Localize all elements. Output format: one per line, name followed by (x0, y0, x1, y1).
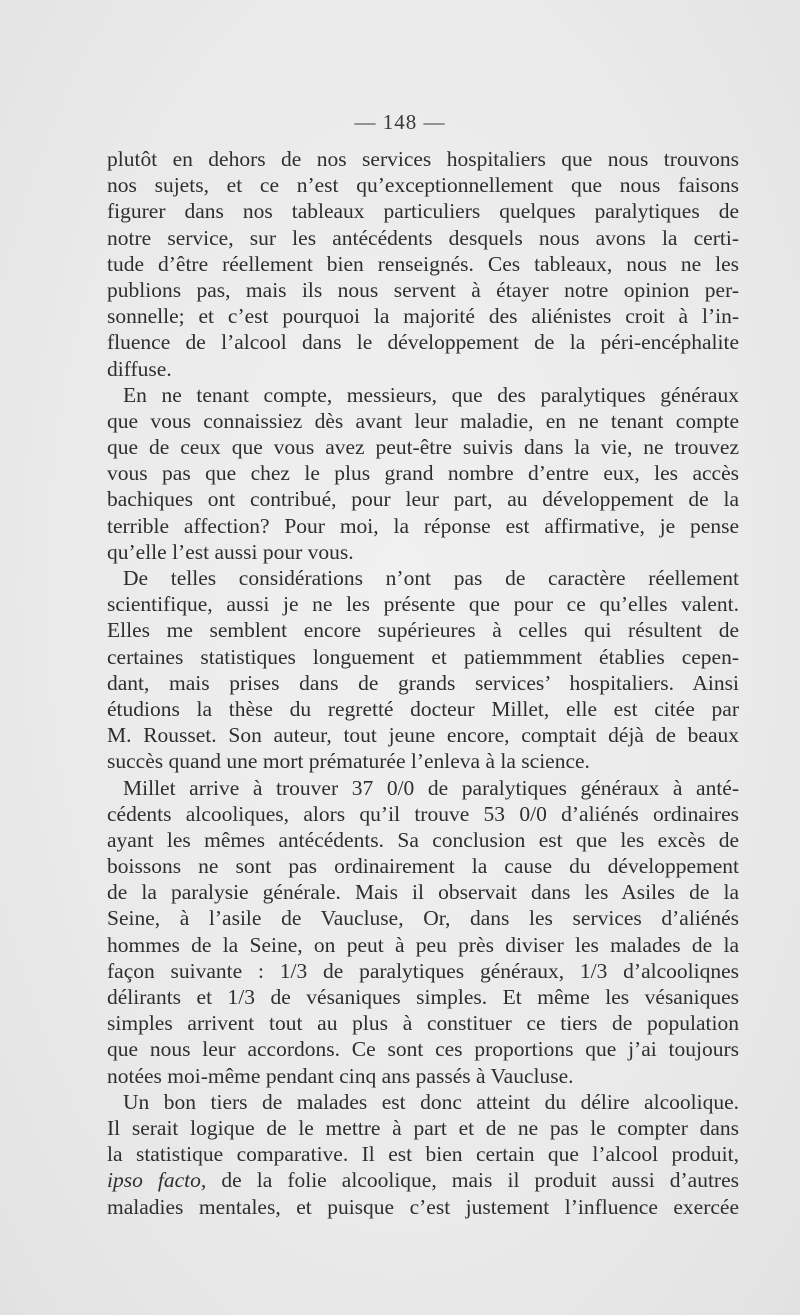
text-line: façon suivante : 1/3 de paralytiques généraux, 1/3 d’alcooliqnes (107, 958, 739, 983)
text-line: notées moi-même pendant cinq ans passés à Vaucluse. (107, 1063, 574, 1088)
text-line: succès quand une mort prématurée l’enleva à la science. (107, 749, 590, 774)
text-line: Millet arrive à trouver 37 0/0 de paralytiques généraux à anté- (123, 775, 739, 800)
text-line: qu’elle l’est aussi pour vous. (107, 539, 354, 564)
text-line: cédents alcooliques, alors qu’il trouve 53 0/0 d’aliénés ordinaires (107, 801, 739, 826)
text-line: tude d’être réellement bien renseignés. Ces tableaux, nous ne les (107, 251, 739, 276)
text-line: certaines statistiques longuement et patiemmment établies cepen- (107, 644, 739, 669)
text-line: En ne tenant compte, messieurs, que des paralytiques généraux (123, 382, 739, 407)
text-line: de la paralysie générale. Mais il observait dans les Asiles de la (107, 880, 739, 905)
text-line: délirants et 1/3 de vésaniques simples. Et même les vésaniques (107, 985, 739, 1009)
text-line: Elles me semblent encore supérieures à celles qui résultent de (107, 618, 739, 643)
text-line: diffuse. (107, 356, 172, 381)
body-text (107, 146, 739, 1220)
text-line-rest: de la folie alcoolique, mais il produit aussi d’autres (221, 1168, 739, 1193)
text-line: scientifique, aussi je ne les présente que pour ce qu’elles valent. (107, 592, 739, 617)
text-line: M. Rousset. Son auteur, tout jeune encore, comptait déjà de beaux (107, 723, 739, 748)
text-line: maladies mentales, et puisque c’est justement l’influence exercée (107, 1194, 739, 1219)
text-line: nos sujets, et ce n’est qu’exceptionnellement que nous faisons (107, 173, 739, 198)
text-line: publions pas, mais ils nous servent à étayer notre opinion per- (107, 277, 739, 302)
text-line: De telles considérations n’ont pas de caractère réellement (123, 566, 739, 590)
italic-phrase: ipso facto, (107, 1168, 207, 1193)
text-line: que vous connaissiez dès avant leur maladie, en ne tenant compte (107, 408, 739, 433)
text-line: figurer dans nos tableaux particuliers quelques paralytiques de (107, 199, 739, 224)
text-line: simples arrivent tout au plus à constituer ce tiers de population (107, 1011, 739, 1036)
page-number: — 148 — (354, 110, 446, 134)
text-line: terrible affection? Pour moi, la réponse est affirmative, je pense (107, 513, 739, 538)
text-line: boissons ne sont pas ordinairement la cause du développement (107, 854, 739, 879)
text-line: que nous leur accordons. Ce sont ces proportions que j’ai toujours (107, 1037, 739, 1062)
text-line: bachiques ont contribué, pour leur part, au développement de la (107, 487, 739, 512)
text-line: sonnelle; et c’est pourquoi la majorité des aliénistes croit à l’in- (107, 304, 739, 329)
text-line: plutôt en dehors de nos services hospitaliers que nous trouvons (107, 147, 739, 171)
text-line: dant, mais prises dans de grands services’ hospitaliers. Ainsi (107, 670, 739, 695)
text-line: hommes de la Seine, on peut à peu près diviser les malades de la (107, 932, 739, 957)
text-line: ayant les mêmes antécédents. Sa conclusion est que les excès de (107, 827, 739, 852)
text-line: notre service, sur les antécédents desquels nous avons la certi- (107, 225, 739, 250)
text-line: Il serait logique de le mettre à part et de ne pas le compter dans (107, 1115, 739, 1140)
text-line: Seine, à l’asile de Vaucluse, Or, dans les services d’aliénés (107, 906, 739, 931)
text-line: que de ceux que vous avez peut-être suivis dans la vie, ne trouvez (107, 435, 739, 460)
text-line-with-italic (107, 1167, 739, 1193)
text-line: Un bon tiers de malades est donc atteint du délire alcoolique. (123, 1089, 739, 1114)
text-line: la statistique comparative. Il est bien certain que l’alcool produit, (107, 1142, 739, 1167)
text-line: vous pas que chez le plus grand nombre d’entre eux, les accès (107, 461, 739, 486)
text-line: fluence de l’alcool dans le développement de la péri-encéphalite (107, 330, 739, 355)
text-line: étudions la thèse du regretté docteur Millet, elle est citée par (107, 696, 739, 721)
